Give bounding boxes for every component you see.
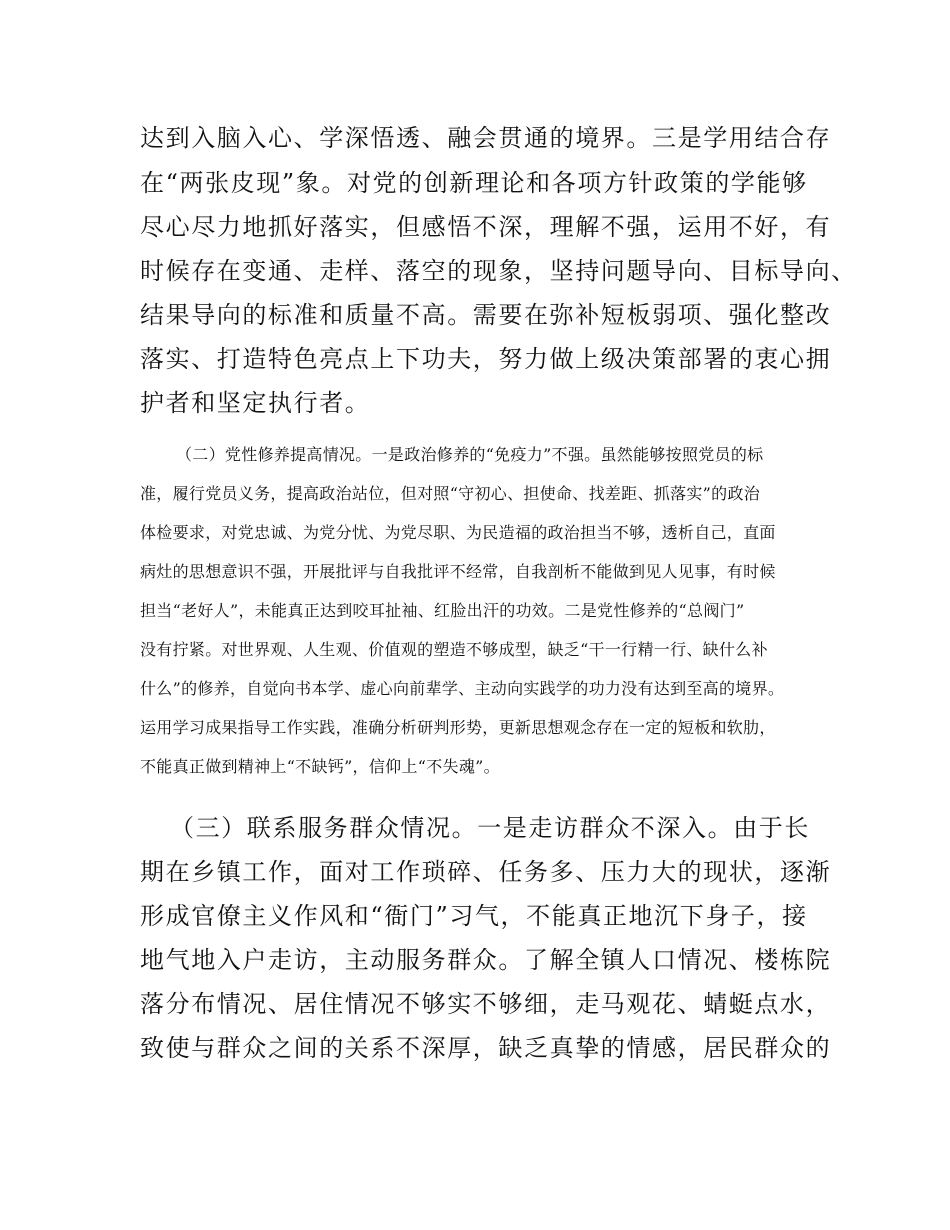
text-line: 病灶的思想意识不强，开展批评与自我批评不经常，自我剖析不能做到见人见事，有时候 <box>140 562 776 581</box>
text-line: 地气地入户走访，主动服务群众。了解全镇人口情况、楼栋院 <box>140 946 832 974</box>
text-line: 体检要求，对党忠诚、为党分忧、为党尽职、为民造福的政治担当不够，透析自己，直面 <box>140 523 776 542</box>
text-line: 形成官僚主义作风和“衙门”习气，不能真正地沉下身子，接 <box>140 902 808 930</box>
text-line: 致使与群众之间的关系不深厚，缺乏真挚的情感，居民群众的 <box>140 1034 832 1062</box>
text-line: 落实、打造特色亮点上下功夫，努力做上级决策部署的衷心拥 <box>140 345 832 373</box>
text-line: 准，履行党员义务，提高政治站位，但对照“守初心、担使命、找差距、抓落实”的政治 <box>140 484 761 503</box>
text-line: （二）党性修养提高情况。一是政治修养的“免疫力”不强。虽然能够按照党员的标 <box>176 445 764 464</box>
text-line: 不能真正做到精神上“不缺钙”，信仰上“不失魂”。 <box>140 757 500 776</box>
text-line: 护者和坚定执行者。 <box>140 389 371 417</box>
text-line: 运用学习成果指导工作实践，准确分析研判形势，更新思想观念存在一定的短板和软肋， <box>140 718 776 737</box>
text-line: 达到入脑入心、学深悟透、融会贯通的境界。三是学用结合存 <box>140 124 832 152</box>
text-line: 什么”的修养，自觉向书本学、虚心向前辈学、主动向实践学的功力没有达到至高的境界。 <box>140 679 785 698</box>
text-line: 落分布情况、居住情况不够实不够细，走马观花、蜻蜓点水， <box>140 990 832 1018</box>
text-line: 期在乡镇工作，面对工作琐碎、任务多、压力大的现状，逐渐 <box>140 858 832 886</box>
text-line: 尽心尽力地抓好落实，但感悟不深，理解不强，运用不好，有 <box>140 213 832 241</box>
text-line: 没有拧紧。对世界观、人生观、价值观的塑造不够成型，缺乏“干一行精一行、缺什么补 <box>140 640 768 659</box>
text-line: 结果导向的标准和质量不高。需要在弥补短板弱项、强化整改 <box>140 301 832 329</box>
text-line: 在“两张皮现”象。对党的创新理论和各项方针政策的学能够 <box>140 169 808 197</box>
text-line: 担当“老好人”，未能真正达到咬耳扯袖、红脸出汗的功效。二是党性修养的“总阀门” <box>140 601 745 620</box>
text-line: 时候存在变通、走样、落空的现象，坚持问题导向、目标导向、 <box>140 257 857 285</box>
text-line: （三）联系服务群众情况。一是走访群众不深入。由于长 <box>170 814 810 842</box>
